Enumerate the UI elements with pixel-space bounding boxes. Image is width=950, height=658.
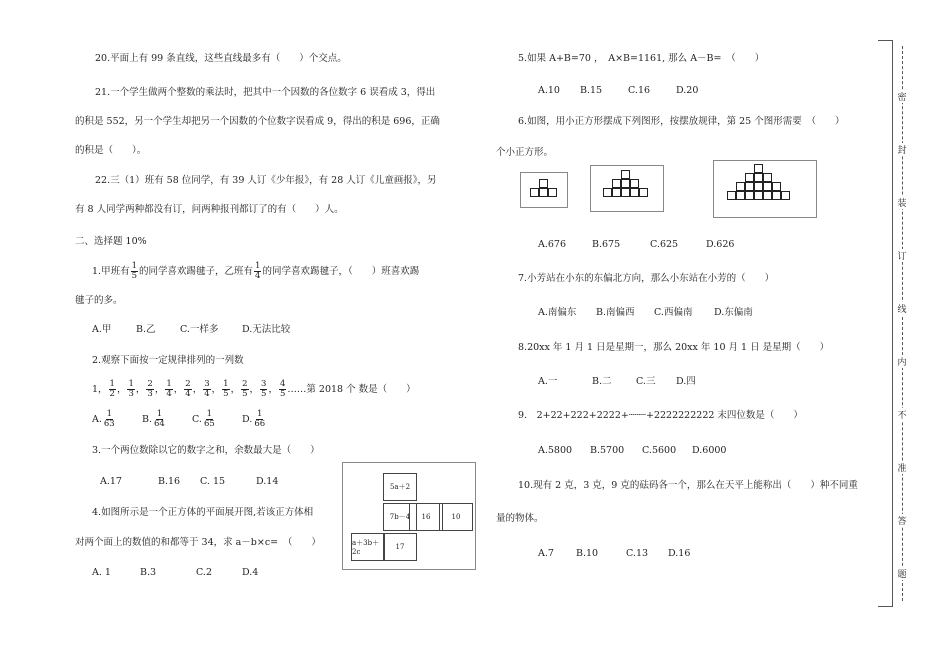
pattern-square: [736, 182, 745, 191]
option[interactable]: A. $\frac{1}{63}$: [92, 409, 115, 429]
option[interactable]: B.二: [592, 376, 612, 387]
option[interactable]: C.2: [196, 567, 212, 578]
option[interactable]: A.676: [538, 239, 567, 250]
binding-char: 内: [896, 355, 908, 368]
choice-10-line2: 量的物体。: [496, 513, 544, 524]
option[interactable]: C. 15: [200, 476, 226, 487]
option[interactable]: D.四: [676, 376, 696, 387]
option[interactable]: B.乙: [136, 324, 156, 335]
choice-3-options: [100, 475, 278, 489]
sequence-tail: ……第 2018 个 数是（ ）: [287, 383, 416, 395]
sequence-fraction: $\frac{2}{5}$: [242, 379, 248, 399]
net-face: 17: [383, 533, 417, 561]
binding-char: 装: [896, 196, 908, 209]
pattern-square: [754, 173, 763, 182]
binding-bracket: [878, 40, 893, 607]
pattern-square: [612, 179, 621, 188]
pattern-square: [745, 173, 754, 182]
option[interactable]: C.13: [626, 548, 649, 559]
option[interactable]: C.西偏南: [654, 307, 693, 318]
question-20: 20.平面上有 99 条直线，这些直线最多有（ ）个交点。: [95, 53, 347, 64]
pattern-square: [781, 191, 790, 200]
binding-margin: [878, 40, 928, 605]
fraction-one-fifth: $\frac{1}{5}$: [131, 261, 137, 281]
choice-3: 3.一个两位数除以它的数字之和，余数最大是（ ）: [92, 445, 320, 456]
binding-char: 准: [896, 461, 908, 474]
pattern-square: [754, 164, 763, 173]
pattern-square: [630, 179, 639, 188]
net-face: 16: [409, 503, 443, 531]
choice-9-options: [538, 444, 726, 458]
choice-2: 2.观察下面按一定规律排列的一列数: [92, 355, 244, 366]
option[interactable]: D.16: [668, 548, 691, 559]
pattern-square: [603, 188, 612, 197]
choice-6-line2: 个小正方形。: [496, 147, 554, 158]
pattern-square: [621, 179, 630, 188]
option[interactable]: A.5800: [538, 445, 573, 456]
pattern-square: [639, 188, 648, 197]
option[interactable]: C.16: [628, 85, 651, 96]
net-face: a＋3b＋2c: [351, 533, 385, 561]
binding-char: 题: [896, 567, 908, 580]
pattern-square: [745, 191, 754, 200]
choice-1-line2: 毽子的多。: [75, 295, 123, 306]
pattern-square: [539, 179, 548, 188]
option[interactable]: B.16: [158, 476, 181, 487]
cube-net-figure: [342, 462, 476, 570]
sequence-fraction: $\frac{1}{3}$: [128, 379, 134, 399]
question-21-line2: 的积是 552，另一个学生却把另一个因数的个位数字误看成 9，得出的积是 696，正确: [75, 116, 440, 127]
sequence-fraction: $\frac{2}{4}$: [185, 379, 191, 399]
sequence-fraction: $\frac{1}{2}$: [109, 379, 115, 399]
option[interactable]: B.南偏西: [596, 307, 635, 318]
choice-5-options: [538, 84, 698, 98]
pattern-figure-3: [713, 160, 817, 218]
option[interactable]: B. $\frac{1}{64}$: [142, 409, 165, 429]
choice-4-line1: 4.如图所示是一个正方体的平面展开图,若该正方体相: [92, 507, 314, 518]
question-21-line1: 21.一个学生做两个整数的乘法时，把其中一个因数的各位数字 6 误看成 3，得出: [95, 87, 436, 98]
choice-1-line1: [92, 262, 419, 281]
question-22-line1: 22.三（1）班有 58 位同学，有 39 人订《少年报》，有 28 人订《儿童画报》，另: [95, 175, 437, 186]
pattern-square: [745, 182, 754, 191]
fraction-one-fourth: $\frac{1}{4}$: [255, 261, 261, 281]
section-choice-title: 二、选择题 10%: [75, 236, 147, 247]
pattern-square: [772, 191, 781, 200]
pattern-square: [621, 170, 630, 179]
choice-1-options: [92, 323, 290, 337]
net-face: 7b－4: [383, 503, 417, 531]
choice-8-options: [538, 375, 696, 389]
option[interactable]: C.三: [636, 376, 656, 387]
sequence-fraction: $\frac{1}{5}$: [223, 379, 229, 399]
pattern-square: [763, 182, 772, 191]
pattern-figure-1: [520, 172, 568, 208]
option[interactable]: D.14: [256, 476, 279, 487]
choice-1-text-a: 1.甲班有: [92, 265, 130, 277]
sequence-fraction: $\frac{4}{5}$: [279, 379, 286, 399]
choice-9: 9. 2+22+222+2222+┄┄┄+2222222222 末四位数是（ ）: [518, 410, 803, 421]
choice-5: 5.如果 A+B=70 ， A×B=1161, 那么 A－B= （ ）: [518, 53, 765, 64]
pattern-square: [612, 188, 621, 197]
pattern-square: [539, 188, 548, 197]
choice-8: 8.20xx 年 1 月 1 日是星期一，那么 20xx 年 10 月 1 日 是星期（ ）: [518, 342, 830, 353]
option[interactable]: D.4: [242, 567, 259, 578]
pattern-square: [763, 173, 772, 182]
pattern-square: [736, 191, 745, 200]
choice-7-options: [538, 306, 753, 320]
pattern-square: [727, 191, 736, 200]
option[interactable]: C.5600: [642, 445, 677, 456]
binding-char: 答: [896, 514, 908, 527]
option[interactable]: B.10: [576, 548, 599, 559]
option[interactable]: B.15: [580, 85, 603, 96]
choice-6-line1: 6.如图，用小正方形摆成下列图形，按摆放规律，第 25 个图形需要 （ ）: [518, 116, 845, 127]
choice-2-sequence: 1， $\frac{1}{2}$ ， $\frac{1}{3}$ ， $\frac{2}{3}$ ， $\frac{1}{4}$ ， $\frac{2}{4}$ ， $\frac{3}{4}$ ， $\frac{1}{5}$ ， $\frac{2}{5}$ ， $\frac{3}{5}$ ， $\frac{4}{5}$ ……第 2018 个 数是（ ）: [92, 379, 416, 399]
option[interactable]: B.675: [592, 239, 621, 250]
choice-6-options: [538, 238, 734, 252]
option[interactable]: C. $\frac{1}{65}$: [192, 409, 215, 429]
question-21-line3: 的积是（ ）。: [75, 145, 147, 156]
option[interactable]: D. $\frac{1}{66}$: [242, 409, 266, 429]
binding-char: 不: [896, 408, 908, 421]
option[interactable]: A.南偏东: [538, 307, 577, 318]
choice-4-options: [92, 566, 258, 580]
pattern-square: [630, 188, 639, 197]
sequence-fraction: $\frac{3}{4}$: [204, 379, 210, 399]
pattern-square: [621, 188, 630, 197]
choice-4-line2: 对两个面上的数值的和都等于 34，求 a－b×c= （ ）: [75, 537, 321, 548]
pattern-square: [754, 182, 763, 191]
net-face: 10: [439, 503, 473, 531]
sequence-fraction: $\frac{3}{5}$: [261, 379, 267, 399]
choice-10-line1: 10.现有 2 克，3 克，9 克的砝码各一个，那么在天平上能称出（ ）种不同重: [518, 480, 858, 491]
sequence-fraction: $\frac{1}{4}$: [166, 379, 172, 399]
choice-2-options: [92, 410, 292, 429]
option[interactable]: B.5700: [590, 445, 625, 456]
choice-1-text-b: 的同学喜欢踢毽子，乙班有: [139, 265, 254, 277]
pattern-square: [763, 191, 772, 200]
question-22-line2: 有 8 人同学两种都没有订，问两种报刊都订了的有（ ）人。: [75, 204, 344, 215]
option[interactable]: D.东偏南: [714, 307, 753, 318]
option[interactable]: A.一: [538, 376, 558, 387]
choice-1-text-c: 的同学喜欢踢毽子，（ ）班喜欢踢: [262, 265, 420, 277]
sequence-fraction: $\frac{2}{3}$: [147, 379, 153, 399]
sequence-start: 1，: [92, 383, 108, 395]
option[interactable]: D.6000: [692, 445, 727, 456]
option[interactable]: C.一样多: [180, 324, 219, 335]
pattern-figure-2: [590, 165, 664, 212]
pattern-square: [548, 188, 557, 197]
choice-10-options: [538, 547, 690, 561]
binding-char: 线: [896, 302, 908, 315]
option[interactable]: A.甲: [92, 324, 112, 335]
pattern-square: [754, 191, 763, 200]
binding-char: 订: [896, 249, 908, 262]
option[interactable]: D.626: [706, 239, 735, 250]
choice-7: 7.小芳站在小东的东偏北方向，那么小东站在小芳的（ ）: [518, 273, 775, 284]
option[interactable]: A. 1: [92, 567, 111, 578]
option[interactable]: A.10: [538, 85, 560, 96]
option[interactable]: A.7: [538, 548, 554, 559]
binding-char: 密: [896, 90, 908, 103]
pattern-square: [530, 188, 539, 197]
option[interactable]: B.3: [140, 567, 157, 578]
option[interactable]: D.无法比较: [242, 324, 291, 335]
option[interactable]: A.17: [100, 476, 122, 487]
net-face: 5a＋2: [383, 473, 417, 501]
option[interactable]: C.625: [650, 239, 679, 250]
option[interactable]: D.20: [676, 85, 699, 96]
pattern-square: [772, 182, 781, 191]
binding-char: 封: [896, 143, 908, 156]
